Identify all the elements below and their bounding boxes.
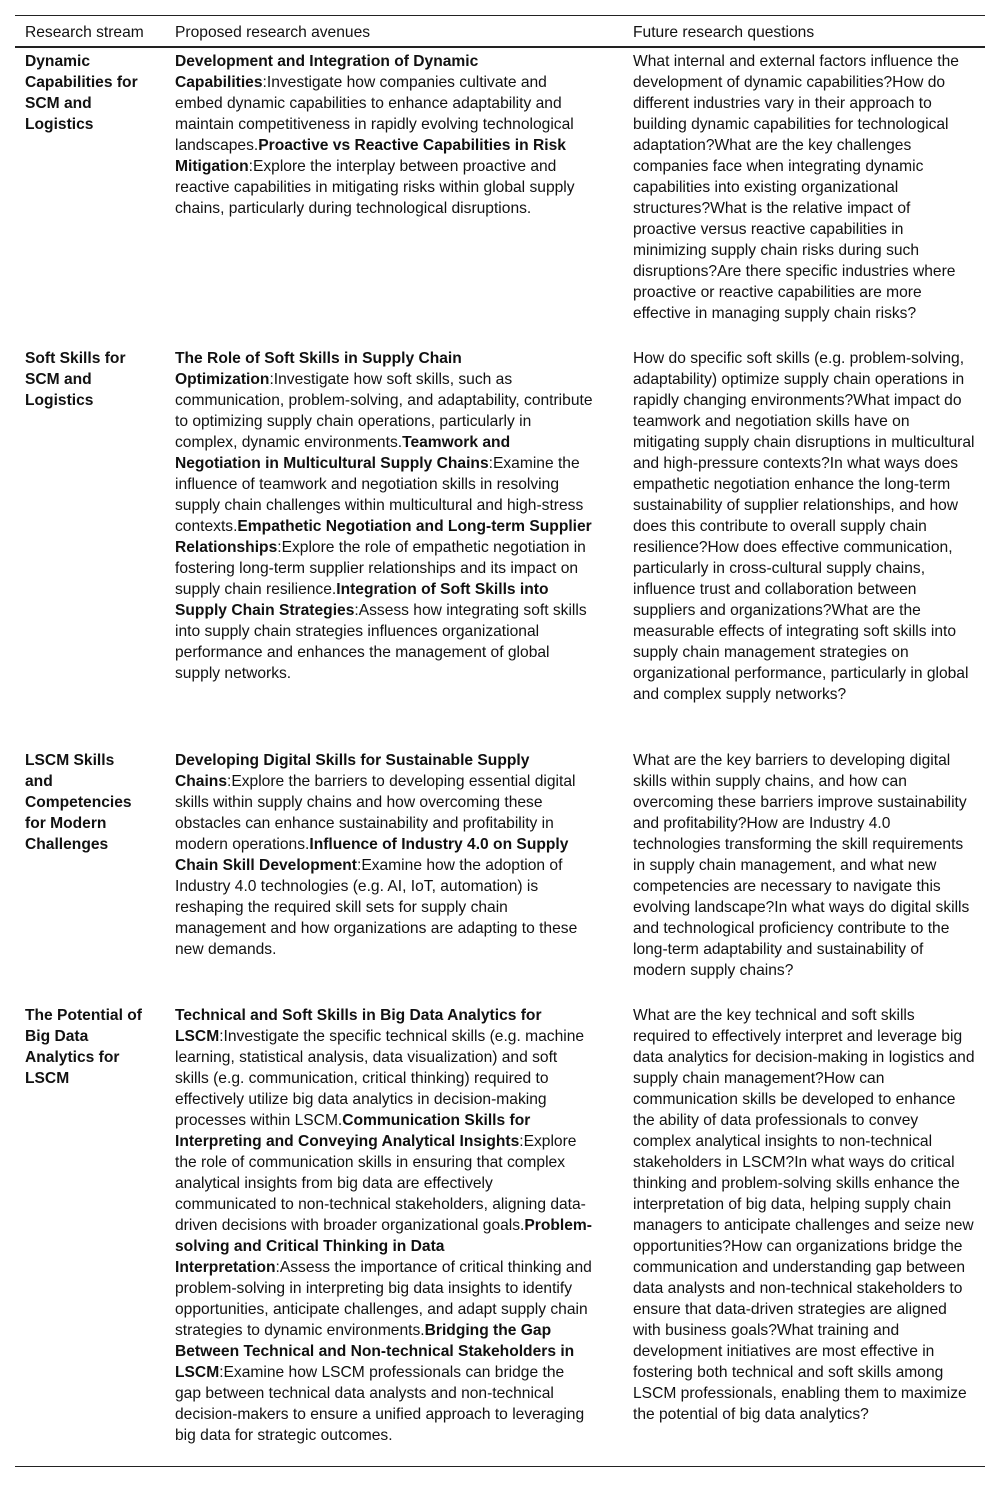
header-row [15,16,985,48]
future-questions-cell: What are the key barriers to developing digital skills within supply chains, and how can overcoming these barriers improve sustainability and profitability?How are Industry 4.0 technologies transforming the skill requirements in supply chain management, and what new competencies are necessary to navigate this evolving landscape?In what ways do digital skills and technological proficiency contribute to the long-term adaptability and sustainability of modern supply chains? [633,752,970,979]
header-research-stream: Research stream [15,16,165,48]
header-future-questions: Future research questions [623,16,985,48]
avenue-title: Empathetic Negotiation and Long-term Supplier Relationships [175,518,592,556]
table-header [15,16,985,48]
research-stream-cell: LSCM Skills and Competencies for Modern Challenges [25,752,132,853]
avenue-title: The Role of Soft Skills in Supply Chain Optimization [175,350,462,388]
table-row [15,1002,985,1467]
research-stream-cell: The Potential of Big Data Analytics for LSCM [15,1002,165,1467]
avenue-text: :Investigate the specific technical skills (e.g. machine learning, statistical analysis, data visualization) and soft skills (e.g. communication, critical thinking) required to effectively utilize big data analytics in decision-making processes within LSCM. [175,1028,585,1129]
avenue-text: :Explore the interplay between proactive and reactive capabilities in mitigating risks within global supply chains, particularly during technological disruptions. [175,158,575,217]
table-row [15,345,985,747]
table-row [15,747,985,1002]
future-questions-cell: How do specific soft skills (e.g. problem-solving, adaptability) optimize supply chain operations in rapidly changing environments?What impact do teamwork and negotiation skills have on mitigating supply chain disruptions in multicultural and high-pressure contexts?In what ways does empathetic negotiation enhance the long-term sustainability of supplier relationships, and how does this contribute to overall supply chain resilience?How does effective communication, particularly in cross-cultural supply chains, influence trust and collaboration between suppliers and organizations?What are the measurable effects of integrating soft skills into supply chain management strategies on organizational performance, particularly in global and complex supply networks? [633,350,975,703]
avenue-text: :Explore the role of communication skills in ensuring that complex analytical insights from big data are effectively communicated to non-technical stakeholders, aligning data-driven decisions with broader organizational goals. [175,1133,586,1234]
avenue-text: :Examine how the adoption of Industry 4.0 technologies (e.g. AI, IoT, automation) is reshaping the required skill sets for supply chain management and how organizations are adapting to these new demands. [175,857,578,958]
proposed-avenues-cell [165,747,623,1002]
avenue-text: :Explore the role of empathetic negotiation in fostering long-term supplier relationships and its impact on supply chain resilience. [175,539,586,598]
avenue-text: :Assess how integrating soft skills into supply chain strategies influences organizational performance and enhances the management of global supply networks. [175,602,587,682]
avenue-title: Proactive vs Reactive Capabilities in Risk Mitigation [175,137,566,175]
avenue-title: Bridging the Gap Between Technical and Non-technical Stakeholders in LSCM [175,1322,575,1381]
research-agenda-table-container [15,15,985,1467]
research-stream-cell: Dynamic Capabilities for SCM and Logistics [25,53,138,133]
avenue-title: Technical and Soft Skills in Big Data Analytics for LSCM [175,1007,542,1045]
avenue-title: Teamwork and Negotiation in Multicultural Supply Chains [175,434,511,472]
table-body [15,47,985,1467]
header-proposed-avenues: Proposed research avenues [165,16,623,48]
research-stream-cell: Soft Skills for SCM and Logistics [25,350,126,409]
avenue-text: :Assess the importance of critical thinking and problem-solving in interpreting big data insights to identify opportunities, anticipate challenges, and adapt supply chain strategies to dynamic environments. [175,1259,592,1339]
proposed-avenues-cell [165,1002,623,1467]
future-questions-cell: What are the key technical and soft skills required to effectively interpret and leverage big data analytics for decision-making in logistics and supply chain management?How can communication skills be developed to enhance the ability of data professionals to convey complex analytical insights to non-technical stakeholders in LSCM?In what ways do critical thinking and problem-solving skills enhance the interpretation of big data, helping supply chain managers to anticipate challenges and seize new opportunities?How can organizations bridge the communication and understanding gap between data analysts and non-technical stakeholders to ensure that data-driven strategies are aligned with business goals?What training and development initiatives are most effective in fostering both technical and soft skills among LSCM professionals, enabling them to maximize the potential of big data analytics? [623,1002,985,1467]
proposed-avenues-cell [165,47,623,345]
avenue-title: Problem-solving and Critical Thinking in Data Interpretation [175,1217,592,1276]
avenue-text: :Investigate how soft skills, such as communication, problem-solving, and adaptability, contribute to optimizing supply chain operations, particularly in complex, dynamic environments. [175,371,593,451]
avenue-title: Integration of Soft Skills into Supply Chain Strategies [175,581,549,619]
avenue-text: :Explore the barriers to developing essential digital skills within supply chains and how overcoming these obstacles can enhance sustainability and profitability in modern operations. [175,773,576,853]
avenue-title: Communication Skills for Interpreting and Conveying Analytical Insights [175,1112,531,1150]
table-row [15,47,985,345]
avenue-title: Developing Digital Skills for Sustainable Supply Chains [175,752,530,790]
avenue-title: Development and Integration of Dynamic Capabilities [175,53,479,91]
research-agenda-table [15,15,985,1467]
avenue-text: :Examine the influence of teamwork and negotiation skills in resolving supply chain challenges within multicultural and high-stress contexts. [175,455,584,535]
proposed-avenues-cell [165,345,623,747]
avenue-title: Influence of Industry 4.0 on Supply Chain Skill Development [175,836,569,874]
avenue-text: :Examine how LSCM professionals can bridge the gap between technical data analysts and non-technical decision-makers to ensure a unified approach to leveraging big data for strategic outcomes. [175,1364,585,1444]
avenue-text: :Investigate how companies cultivate and embed dynamic capabilities to enhance adaptability and maintain competitiveness in rapidly evolving technological landscapes. [175,74,574,154]
future-questions-cell: What internal and external factors influence the development of dynamic capabilities?How do different industries vary in their approach to building dynamic capabilities for technological adaptation?What are the key challenges companies face when integrating dynamic capabilities into existing organizational structures?What is the relative impact of proactive versus reactive capabilities in minimizing supply chain risks during such disruptions?Are there specific industries where proactive or reactive capabilities are more effective in managing supply chain risks? [633,53,959,322]
